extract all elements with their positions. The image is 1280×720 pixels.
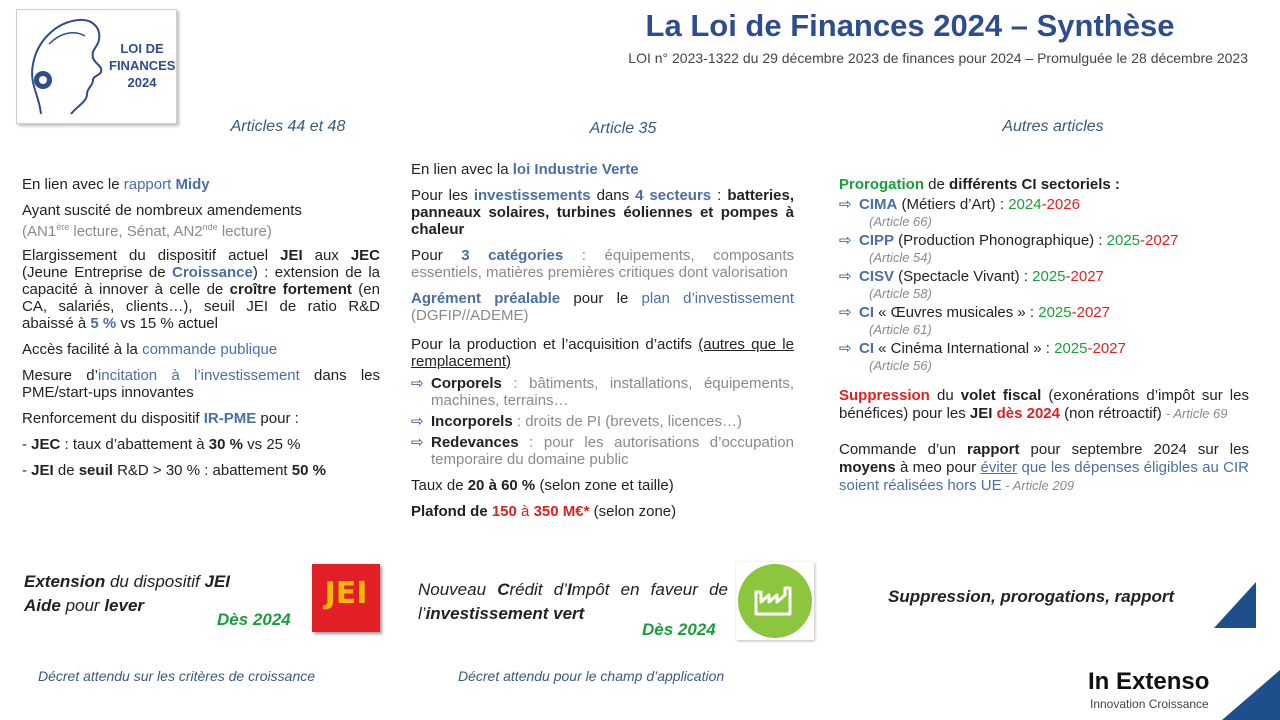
arrow-icon: ⇨ [839, 232, 852, 249]
ci-end: -2027 [1087, 340, 1126, 357]
ci-ref: (Article 56) [869, 358, 932, 373]
page-title: La Loi de Finances 2024 – Synthèse [645, 8, 1175, 43]
ci-code: CI [859, 304, 874, 321]
col3-p3: Commande d’un rapport pour septembre 2024 sur les moyens à meo pour éviter que les dépenses éligibles au CIR soient réalisées hors UE - Article 209 [839, 441, 1249, 494]
ci-start: 2025 [1054, 340, 1088, 357]
col2-bullet-2: ⇨ Incorporels : droits de PI (brevets, licences…) [411, 413, 742, 430]
col1-p2: Ayant suscité de nombreux amendements (AN1ère lecture, Sénat, AN2nde lecture) [22, 202, 302, 240]
ci-ref: (Article 58) [869, 286, 932, 301]
ci-code: CI [859, 340, 874, 357]
arrow-icon: ⇨ [839, 340, 852, 357]
arrow-icon: ⇨ [839, 196, 852, 213]
col3-p1: Prorogation de différents CI sectoriels : [839, 176, 1120, 193]
col2-p5: Pour la production et l’acquisition d’actifs (autres que le remplacement) [411, 336, 794, 370]
col2-p4: Agrément préalable pour le plan d’investissement (DGFIP//ADEME) [411, 290, 795, 324]
ci-list-item [839, 232, 1249, 265]
col1-p1: En lien avec le rapport Midy [22, 176, 210, 193]
page-subtitle: LOI n° 2023-1322 du 29 décembre 2023 de finances pour 2024 – Promulguée le 28 décembre 2023 [628, 50, 1248, 66]
arrow-icon: ⇨ [411, 434, 424, 451]
col2-bullet-1: ⇨ Corporels : bâtiments, installations, équipements, machines, terrains… [411, 375, 794, 409]
ci-list-item [839, 340, 1249, 373]
ci-desc: (Spectacle Vivant) : [894, 268, 1033, 285]
col2-body [411, 161, 794, 520]
ci-list-item [839, 304, 1249, 337]
ci-desc: (Production Phonographique) : [894, 232, 1107, 249]
ci-desc: « Œuvres musicales » : [874, 304, 1039, 321]
arrow-icon: ⇨ [839, 268, 852, 285]
col2-p6: Taux de 20 à 60 % (selon zone et taille) [411, 477, 674, 494]
brand-logo: In Extenso [1088, 668, 1210, 695]
arrow-icon: ⇨ [411, 413, 424, 430]
col1-decret: Décret attendu sur les critères de croissance [38, 668, 316, 684]
ci-end: -2027 [1071, 304, 1110, 321]
ci-end: -2027 [1140, 232, 1179, 249]
ci-ref: (Article 66) [869, 214, 932, 229]
logo-line-2: FINANCES [109, 58, 176, 73]
jei-badge: JEI [312, 564, 380, 632]
col3-heading: Autres articles [1002, 118, 1104, 135]
ci-list-item [839, 268, 1249, 301]
ci-code: CIMA [859, 196, 898, 213]
col1-p7: - JEC : taux d’abattement à 30 % vs 25 % [22, 436, 301, 453]
marianne-profile-icon [21, 14, 111, 120]
ci-end: -2026 [1041, 196, 1080, 213]
col3-body [839, 176, 1249, 495]
logo-text [109, 40, 175, 91]
col2-p7: Plafond de 150 à 350 M€* (selon zone) [411, 503, 677, 520]
col2-p3: Pour 3 catégories : équipements, composants essentiels, matières premières critiques dont valorisation [411, 247, 794, 281]
col1-p8: - JEI de seuil R&D > 30 % : abattement 50 % [22, 462, 326, 479]
ci-code: CIPP [859, 232, 895, 249]
ci-ref: (Article 54) [869, 250, 932, 265]
col2-since: Dès 2024 [642, 620, 716, 639]
ci-end: -2027 [1065, 268, 1104, 285]
col1-heading: Articles 44 et 48 [230, 118, 346, 135]
arrow-icon: ⇨ [839, 304, 852, 321]
col2-heading: Article 35 [589, 120, 657, 137]
ci-list-item [839, 196, 1249, 229]
col2-decret: Décret attendu pour le champ d’application [458, 668, 725, 684]
col2-bullet-3: ⇨ Redevances : pour les autorisations d’occupation temporaire du domaine public [411, 434, 794, 468]
ci-start: 2024 [1008, 196, 1042, 213]
col1-banner: Extension du dispositif JEI Aide pour lever [24, 572, 231, 615]
col1-body [22, 176, 380, 479]
corner-triangle-bottom [1222, 670, 1280, 720]
ci-desc: (Métiers d’Art) : [897, 196, 1009, 213]
col2-p1: En lien avec la loi Industrie Verte [411, 161, 639, 178]
factory-icon [736, 562, 814, 640]
col3-p2: Suppression du volet fiscal (exonérations d’impôt sur les bénéfices) pour les JEI dès 2024 (non rétroactif) - Article 69 [839, 387, 1249, 422]
ci-code: CISV [859, 268, 895, 285]
loi-finances-logo [16, 9, 177, 124]
col1-p4: Accès facilité à la commande publique [22, 341, 278, 358]
col2-banner: Nouveau Crédit d’Impôt en faveur de l’investissement vert [418, 580, 728, 623]
brand-tagline: Innovation Croissance [1090, 697, 1209, 711]
ci-desc: « Cinéma International » : [874, 340, 1055, 357]
ci-start: 2025 [1032, 268, 1066, 285]
ci-start: 2025 [1038, 304, 1072, 321]
ci-ref: (Article 61) [869, 322, 932, 337]
arrow-icon: ⇨ [411, 375, 424, 392]
ci-list [839, 196, 1249, 373]
corner-triangle-top [1214, 582, 1256, 628]
col2-p2: Pour les investissements dans 4 secteurs : batteries, panneaux solaires, turbines éoliennes et pompes à chaleur [411, 187, 795, 238]
logo-line-1: LOI DE [120, 41, 164, 56]
col1-p6: Renforcement du dispositif IR-PME pour : [22, 410, 299, 427]
green-factory-badge [736, 562, 814, 640]
ci-start: 2025 [1106, 232, 1141, 249]
logo-line-3: 2024 [127, 75, 157, 90]
col1-p3: Elargissement du dispositif actuel JEI aux JEC (Jeune Entreprise de Croissance) : extension de la capacité à innover à celle de croître fortement (en CA, salariés, clients…), seuil JEI de ratio R&D abaissé à 5 % vs 15 % actuel [22, 247, 381, 332]
col1-p5: Mesure d’incitation à l’investissement dans les PME/start-ups innovantes [22, 367, 380, 401]
col1-since: Dès 2024 [217, 610, 291, 629]
col3-banner: Suppression, prorogations, rapport [888, 587, 1175, 606]
